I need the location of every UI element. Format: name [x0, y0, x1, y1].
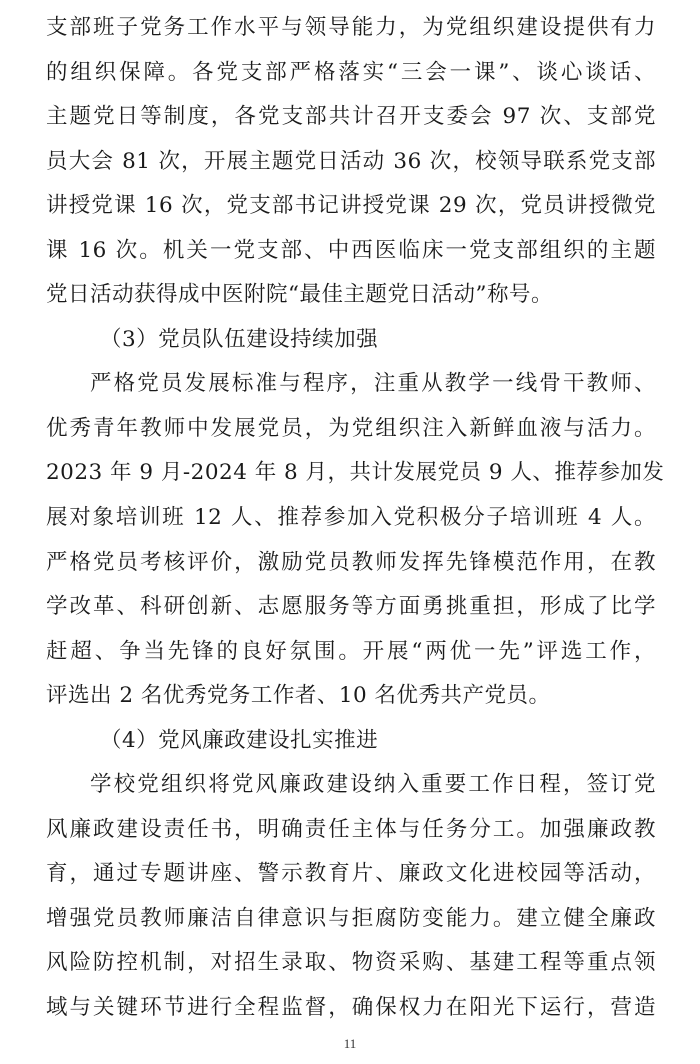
body-text-line: 员大会 81 次，开展主题党日活动 36 次，校领导联系党支部: [46, 149, 656, 174]
body-text-line: 学改革、科研创新、志愿服务等方面勇挑重担，形成了比学: [46, 594, 656, 619]
body-text-line: 展对象培训班 12 人、推荐参加入党积极分子培训班 4 人。: [46, 505, 656, 530]
body-text-line: 党日活动获得成中医附院“最佳主题党日活动”称号。: [46, 282, 553, 307]
body-text-line: 的组织保障。各党支部严格落实“三会一课”、谈心谈话、: [46, 60, 656, 85]
paragraph-first-line: 严格党员发展标准与程序，注重从教学一线骨干教师、: [90, 371, 656, 396]
section-heading-4: （4）党风廉政建设扎实推进: [100, 728, 379, 753]
body-text-line: 讲授党课 16 次，党支部书记讲授党课 29 次，党员讲授微党: [46, 193, 656, 218]
page-number: 11: [343, 1036, 357, 1051]
body-text-line: 育，通过专题讲座、警示教育片、廉政文化进校园等活动，: [46, 861, 656, 886]
body-text-line: 2023 年 9 月-2024 年 8 月，共计发展党员 9 人、推荐参加发: [46, 460, 665, 485]
body-text-line: 严格党员考核评价，激励党员教师发挥先锋模范作用，在教: [46, 550, 656, 575]
body-text-line: 风廉政建设责任书，明确责任主体与任务分工。加强廉政教: [46, 817, 656, 842]
paragraph-first-line: 学校党组织将党风廉政建设纳入重要工作日程，签订党: [90, 772, 656, 797]
body-text-line: 评选出 2 名优秀党务工作者、10 名优秀共产党员。: [46, 683, 551, 708]
body-text-line: 增强党员教师廉洁自律意识与拒腐防变能力。建立健全廉政: [46, 906, 656, 931]
body-text-line: 主题党日等制度，各党支部共计召开支委会 97 次、支部党: [46, 104, 656, 129]
body-text-line: 风险防控机制，对招生录取、物资采购、基建工程等重点领: [46, 950, 656, 975]
body-text-line: 赶超、争当先锋的良好氛围。开展“两优一先”评选工作，: [46, 639, 656, 664]
body-text-line: 支部班子党务工作水平与领导能力，为党组织建设提供有力: [46, 15, 656, 40]
body-text-line: 课 16 次。机关一党支部、中西医临床一党支部组织的主题: [46, 238, 656, 263]
body-text-line: 优秀青年教师中发展党员，为党组织注入新鲜血液与活力。: [46, 416, 656, 441]
section-heading-3: （3）党员队伍建设持续加强: [100, 327, 379, 352]
body-text-line: 域与关键环节进行全程监督，确保权力在阳光下运行，营造: [46, 995, 656, 1020]
